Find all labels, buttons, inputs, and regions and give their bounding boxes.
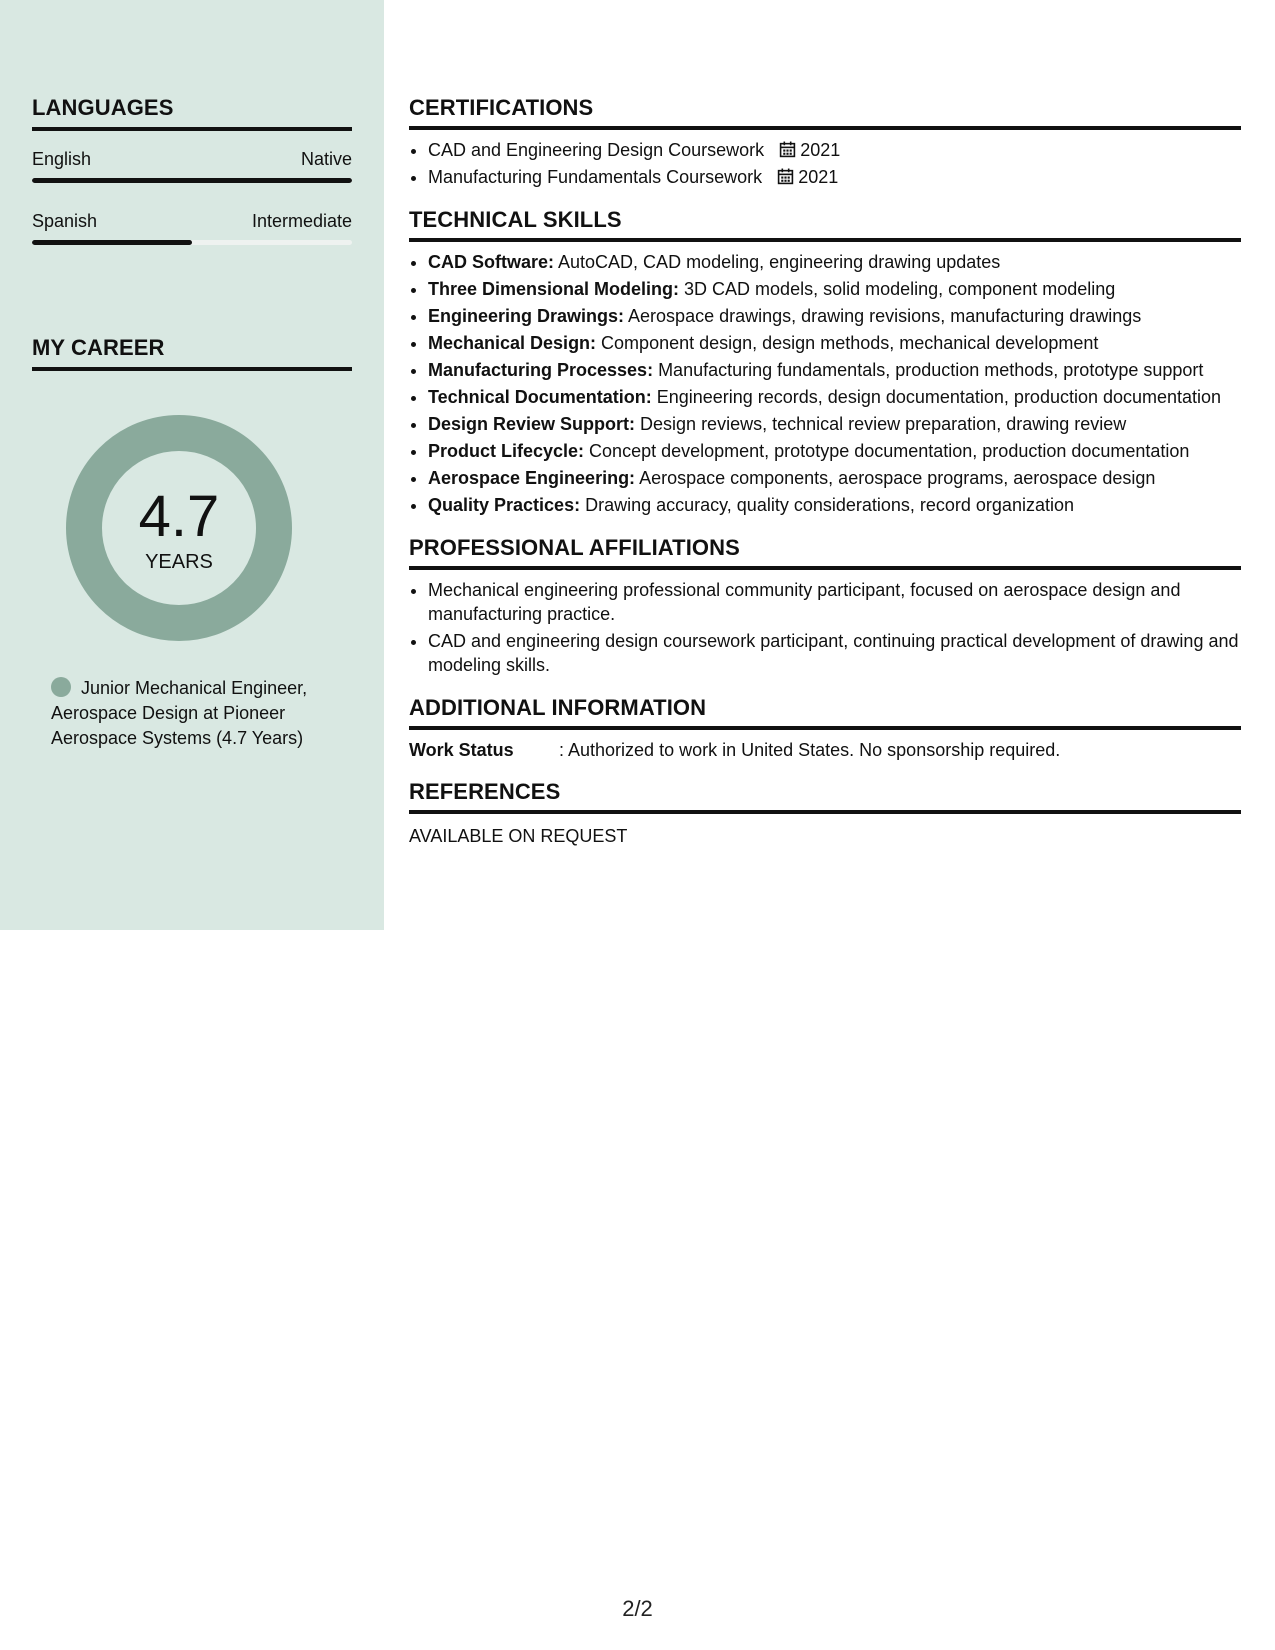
skill-label: Technical Documentation: — [428, 387, 652, 407]
language-item — [32, 211, 352, 245]
certification-item — [428, 138, 1241, 162]
language-name: Spanish — [32, 211, 98, 231]
career-item — [51, 676, 341, 751]
skill-label: Mechanical Design: — [428, 333, 597, 353]
additional-info-section — [409, 695, 1241, 761]
main-content — [409, 95, 1241, 865]
technical-skills-section — [409, 207, 1241, 517]
calendar-icon — [777, 168, 794, 185]
skill-text: AutoCAD, CAD modeling, engineering drawing updates — [554, 252, 1001, 272]
skill-label: Design Review Support: — [428, 414, 636, 434]
skill-text: Engineering records, design documentation, production documentation — [651, 387, 1222, 407]
certification-name: Manufacturing Fundamentals Coursework — [428, 167, 763, 187]
page-number: 2/2 — [622, 1596, 653, 1621]
certification-item — [428, 165, 1241, 189]
language-proficiency-fill — [32, 178, 352, 183]
skill-item — [428, 358, 1241, 382]
skill-label: Manufacturing Processes: — [428, 360, 654, 380]
language-name: English — [32, 149, 92, 169]
skill-text: Component design, design methods, mechanical development — [596, 333, 1099, 353]
language-proficiency-bar — [32, 240, 352, 245]
skill-item — [428, 331, 1241, 355]
skill-label: Quality Practices: — [428, 495, 581, 515]
career-section — [32, 335, 352, 371]
skill-text: Aerospace drawings, drawing revisions, manufacturing drawings — [624, 306, 1142, 326]
certifications-heading: CERTIFICATIONS — [409, 95, 1241, 130]
skill-text: Aerospace components, aerospace programs, aerospace design — [635, 468, 1156, 488]
skill-item — [428, 277, 1241, 301]
career-years-unit: YEARS — [145, 551, 213, 573]
skill-text: Manufacturing fundamentals, production methods, prototype support — [653, 360, 1204, 380]
skill-item — [428, 439, 1241, 463]
career-years-donut — [66, 415, 292, 641]
references-heading: REFERENCES — [409, 779, 1241, 814]
language-level: Native — [300, 149, 352, 169]
skill-text: 3D CAD models, solid modeling, component modeling — [679, 279, 1116, 299]
work-status-value: : Authorized to work in United States. No sponsorship required. — [559, 740, 1061, 760]
certification-name: CAD and Engineering Design Coursework — [428, 140, 765, 160]
references-section — [409, 779, 1241, 847]
language-level: Intermediate — [251, 211, 352, 231]
affiliations-list — [409, 578, 1241, 677]
skill-text: Design reviews, technical review preparation, drawing review — [635, 414, 1127, 434]
skill-item — [428, 385, 1241, 409]
certification-year: 2021 — [800, 140, 841, 160]
work-status-row — [409, 740, 1241, 761]
calendar-icon — [779, 141, 796, 158]
career-item-text: Junior Mechanical Engineer, Aerospace Design at Pioneer Aerospace Systems (4.7 Years) — [51, 678, 308, 748]
career-legend-dot — [51, 677, 71, 697]
affiliations-section — [409, 535, 1241, 677]
certification-year: 2021 — [798, 167, 839, 187]
career-years-value: 4.7 — [138, 484, 220, 549]
language-proficiency-bar — [32, 178, 352, 183]
skill-item — [428, 466, 1241, 490]
additional-info-heading: ADDITIONAL INFORMATION — [409, 695, 1241, 730]
languages-section — [32, 95, 352, 245]
affiliation-item: • CAD and engineering design coursework participant, continuing practical development of drawing and modeling skills. — [428, 629, 1241, 677]
affiliation-item: • Mechanical engineering professional community participant, focused on aerospace design and manufacturing practice. — [428, 578, 1241, 626]
certifications-section — [409, 95, 1241, 189]
language-proficiency-fill — [32, 240, 192, 245]
work-status-label: Work Status — [409, 740, 514, 760]
skill-text: Concept development, prototype documentation, production documentation — [584, 441, 1190, 461]
skill-item — [428, 250, 1241, 274]
skills-list — [409, 250, 1241, 517]
skill-label: CAD Software: — [428, 252, 555, 272]
skill-item — [428, 412, 1241, 436]
skill-label: Three Dimensional Modeling: — [428, 279, 680, 299]
sidebar — [0, 0, 384, 930]
skill-label: Product Lifecycle: — [428, 441, 585, 461]
skill-label: Aerospace Engineering: — [428, 468, 636, 488]
certifications-list — [409, 138, 1241, 189]
language-item — [32, 149, 352, 183]
skill-text: Drawing accuracy, quality considerations, record organization — [580, 495, 1074, 515]
technical-skills-heading: TECHNICAL SKILLS — [409, 207, 1241, 242]
skill-item — [428, 493, 1241, 517]
skill-label: Engineering Drawings: — [428, 306, 625, 326]
languages-heading: LANGUAGES — [32, 95, 352, 131]
references-text: AVAILABLE ON REQUEST — [409, 826, 628, 846]
skill-item — [428, 304, 1241, 328]
affiliations-heading: PROFESSIONAL AFFILIATIONS — [409, 535, 1241, 570]
career-heading: MY CAREER — [32, 335, 352, 371]
